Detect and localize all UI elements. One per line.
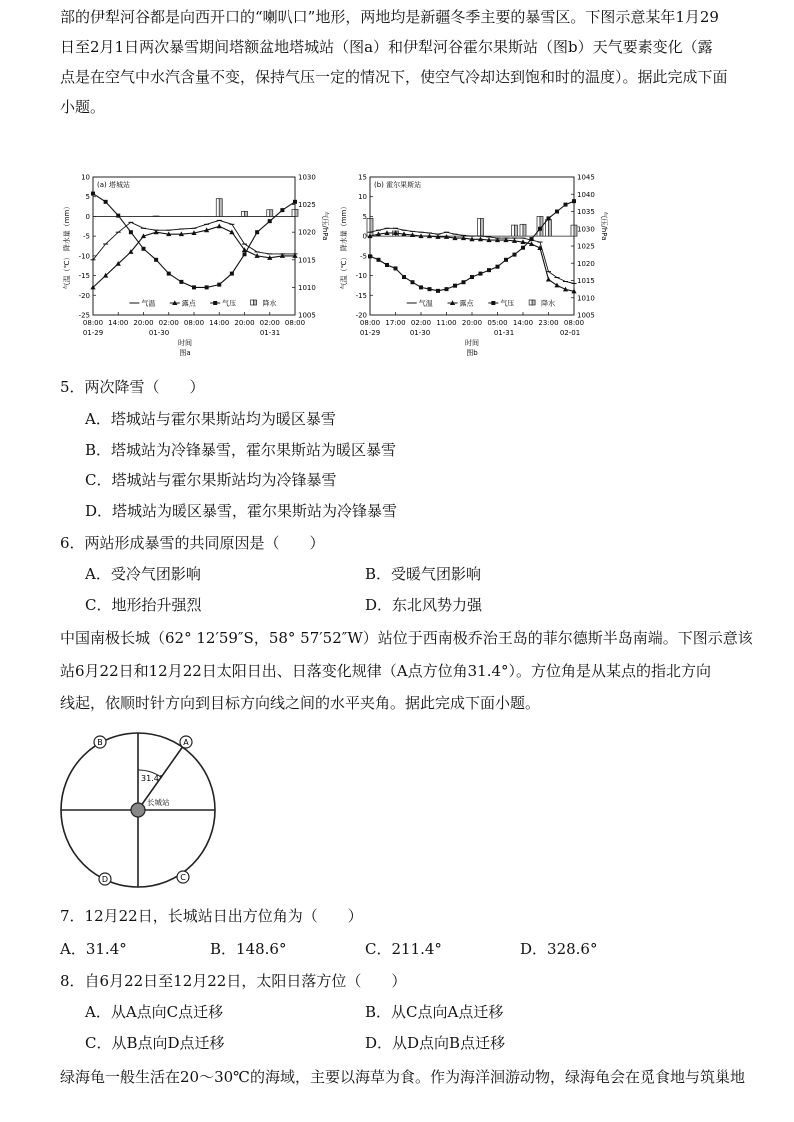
data-point	[116, 214, 120, 218]
legend-swatch	[254, 300, 257, 305]
x-tick-label: 14:00	[108, 319, 129, 327]
left-tick-label: 10	[81, 173, 90, 182]
data-point	[530, 237, 534, 241]
data-point	[293, 200, 297, 204]
data-point	[217, 223, 222, 228]
q6-option-d[interactable]: D．东北风势力强	[365, 596, 483, 614]
data-point	[280, 208, 284, 212]
right-tick-label: 1010	[298, 283, 316, 292]
data-point	[572, 199, 576, 203]
plot-frame	[93, 177, 295, 315]
left-tick-label: -5	[83, 232, 90, 241]
precip-bar	[292, 209, 298, 216]
data-point	[428, 287, 432, 291]
left-tick-label: -5	[360, 252, 367, 261]
data-point	[411, 280, 415, 284]
legend-marker	[213, 301, 217, 305]
right-tick-label: 1005	[298, 311, 316, 320]
data-point	[394, 266, 398, 270]
q7-option-d[interactable]: D．328.6°	[520, 940, 598, 958]
data-point	[419, 285, 423, 289]
intro2-line: 站6月22日和12月22日太阳日出、日落变化规律（A点方位角31.4°）。方位角是从某点的指北方向	[60, 662, 712, 680]
x-tick-label: 11:00	[436, 319, 457, 327]
figure-caption: 图a	[179, 349, 191, 357]
legend-label: 降水	[541, 299, 556, 308]
right-axis-label: 气压/hPa	[321, 211, 329, 241]
station-label: 长城站	[147, 798, 170, 807]
data-point	[554, 283, 559, 288]
left-tick-label: -15	[78, 272, 90, 281]
left-tick-label: -25	[78, 311, 90, 320]
right-tick-label: 1045	[577, 173, 595, 182]
series-line-露点	[93, 226, 295, 287]
x-axis-title: 时间	[178, 339, 192, 347]
data-point	[192, 285, 196, 289]
data-point	[453, 284, 457, 288]
panel-title: (a) 塔城站	[97, 181, 130, 189]
intro2-line: 线起，依顺时针方向到目标方向线之间的水平夹角。据此完成下面小题。	[60, 694, 541, 712]
data-point	[179, 280, 183, 284]
intro-line: 点是在空气中水汽含量不变，保持气压一定的情况下，使空气冷却达到饱和时的温度）。据此完成下面	[60, 68, 728, 86]
x-tick-label: 17:00	[385, 319, 406, 327]
precip-bar	[267, 210, 273, 217]
q5-option-d[interactable]: D．塔城站为暖区暴雪，霍尔果斯站为冷锋暴雪	[85, 502, 398, 520]
series-line-气压	[93, 194, 295, 288]
legend-label: 气温	[418, 299, 433, 308]
q7-option-c[interactable]: C．211.4°	[365, 940, 442, 958]
x-tick-label: 02:00	[158, 319, 179, 327]
q8-option-a[interactable]: A．从A点向C点迁移	[85, 1003, 224, 1021]
right-tick-label: 1015	[577, 277, 595, 285]
sun-azimuth-diagram	[55, 730, 225, 900]
x-tick-label: 08:00	[359, 319, 381, 327]
svg-text:C: C	[180, 873, 186, 882]
precip-bar	[242, 211, 248, 216]
x-axis-title: 时间	[465, 339, 479, 347]
right-tick-label: 1035	[577, 208, 595, 216]
x-tick-label: 08:00	[563, 319, 585, 327]
right-tick-label: 1010	[577, 294, 595, 303]
q8-option-c[interactable]: C．从B点向D点迁移	[85, 1034, 225, 1052]
data-point	[368, 254, 372, 258]
data-point	[504, 258, 508, 262]
data-point	[564, 203, 568, 207]
data-point	[496, 265, 500, 269]
q6-option-c[interactable]: C．地形抬升强烈	[85, 596, 202, 614]
right-tick-label: 1020	[298, 228, 316, 237]
legend-marker	[491, 301, 495, 305]
q6-option-b[interactable]: B．受暖气团影响	[365, 565, 482, 583]
x-tick-label: 08:00	[284, 319, 306, 327]
data-point	[129, 230, 133, 234]
x-tick-label: 05:00	[487, 319, 508, 327]
legend-label: 气温	[141, 299, 156, 308]
data-point	[255, 230, 259, 234]
data-point	[104, 200, 108, 204]
precip-bar	[512, 225, 518, 236]
data-point	[538, 227, 542, 231]
right-tick-label: 1040	[577, 190, 595, 199]
chart-b-horgos	[338, 165, 618, 365]
left-tick-label: -20	[78, 291, 90, 300]
data-point	[205, 285, 209, 289]
data-point	[521, 246, 525, 250]
left-tick-label: -20	[355, 311, 367, 320]
x-tick-label: 02:00	[410, 319, 432, 327]
data-point	[546, 277, 551, 282]
left-tick-label: 0	[85, 212, 90, 221]
q7-stem: 7．12月22日，长城站日出方位角为（ ）	[60, 907, 363, 925]
data-point	[555, 210, 559, 214]
data-point	[142, 247, 146, 251]
data-point	[547, 216, 551, 220]
left-tick-label: -15	[355, 291, 367, 300]
legend-swatch	[532, 300, 535, 305]
legend-label: 降水	[262, 299, 277, 308]
left-axis-label: 气温（℃） 降水量（mm）	[63, 202, 71, 290]
x-tick-label: 14:00	[209, 319, 230, 327]
point-d[interactable]	[99, 873, 111, 885]
x-tick-label: 20:00	[133, 319, 154, 327]
data-point	[462, 280, 466, 284]
data-point	[217, 283, 221, 287]
chart-a-tacheng	[55, 165, 329, 365]
q8-option-d[interactable]: D．从D点向B点迁移	[365, 1034, 506, 1052]
data-point	[470, 275, 474, 279]
right-tick-label: 1030	[298, 173, 316, 182]
panel-title: (b) 霍尔果斯站	[374, 181, 422, 189]
precip-bar	[520, 224, 526, 236]
precip-bar	[216, 199, 222, 217]
right-tick-label: 1030	[577, 225, 595, 234]
data-point	[445, 287, 449, 291]
q8-option-b[interactable]: B．从C点向A点迁移	[365, 1003, 504, 1021]
q6-option-a[interactable]: A．受冷气团影响	[85, 565, 201, 583]
data-point	[91, 192, 95, 196]
left-tick-label: 15	[358, 173, 367, 182]
left-tick-label: 10	[358, 193, 367, 202]
right-tick-label: 1015	[298, 256, 316, 265]
series-line-露点	[370, 233, 574, 291]
date-label: 01-31	[259, 329, 281, 337]
x-tick-label: 08:00	[183, 319, 205, 327]
data-point	[167, 272, 171, 276]
q5-option-a[interactable]: A．塔城站与霍尔果斯站均为暖区暴雪	[85, 410, 336, 428]
point-b[interactable]	[94, 736, 106, 748]
q8-stem: 8．自6月22日至12月22日，太阳日落方位（ ）	[60, 972, 407, 990]
right-axis-label: 气压/hPa	[600, 211, 608, 241]
date-label: 01-29	[359, 329, 381, 337]
q5-stem: 5．两次降雪（ ）	[60, 378, 205, 396]
x-tick-label: 20:00	[461, 319, 483, 327]
legend-label: 气压	[500, 299, 515, 308]
date-label: 01-31	[493, 329, 515, 337]
q7-option-a[interactable]: A．31.4°	[60, 940, 127, 958]
data-point	[487, 268, 491, 272]
left-axis-label: 气温（℃） 降水量（mm）	[340, 202, 348, 290]
q6-stem: 6．两站形成暴雪的共同原因是（ ）	[60, 534, 325, 552]
intro-line: 日至2月1日两次暴雪期间塔额盆地塔城站（图a）和伊犁河谷霍尔果斯站（图b）天气要素变化（露	[60, 38, 713, 56]
svg-text:D: D	[101, 875, 109, 884]
intro2-line: 中国南极长城（62° 12′59″S，58° 57′52″W）站位于西南极乔治王岛的菲尔德斯半岛南端。下图示意该	[60, 629, 753, 647]
precip-bar	[546, 220, 552, 237]
svg-text:B: B	[97, 738, 103, 747]
date-label: 02-01	[559, 329, 581, 337]
point-c[interactable]	[177, 871, 189, 883]
x-tick-label: 08:00	[82, 319, 104, 327]
left-tick-label: -10	[355, 272, 367, 281]
svg-text:A: A	[183, 738, 189, 747]
right-tick-label: 1025	[298, 201, 316, 210]
q5-option-b[interactable]: B．塔城站为冷锋暴雪，霍尔果斯站为暖区暴雪	[85, 441, 397, 459]
x-tick-label: 02:00	[259, 319, 280, 327]
figure-caption: 图b	[466, 349, 478, 357]
x-tick-label: 23:00	[538, 319, 559, 327]
left-tick-label: -10	[78, 252, 90, 261]
data-point	[243, 252, 247, 256]
q7-option-b[interactable]: B．148.6°	[210, 940, 287, 958]
data-point	[230, 272, 234, 276]
right-tick-label: 1025	[577, 242, 595, 251]
legend-label: 露点	[459, 299, 474, 308]
intro3-line: 绿海龟一般生活在20～30℃的海域，主要以海草为食。作为海洋洄游动物，绿海龟会在觅食地与筑巢地	[60, 1068, 745, 1086]
intro-line: 小题。	[60, 98, 106, 116]
station-dot	[131, 803, 145, 817]
data-point	[385, 263, 389, 267]
precip-bar	[478, 218, 484, 236]
data-point	[513, 253, 517, 257]
date-label: 01-30	[409, 329, 431, 337]
date-label: 01-29	[82, 329, 104, 337]
data-point	[268, 219, 272, 223]
data-point	[436, 289, 440, 293]
q5-option-c[interactable]: C．塔城站与霍尔果斯站均为冷锋暴雪	[85, 471, 337, 489]
plot-frame	[370, 177, 574, 315]
data-point	[154, 258, 158, 262]
point-a[interactable]	[180, 736, 192, 748]
intro-line: 部的伊犁河谷都是向西开口的“喇叭口”地形，两地均是新疆冬季主要的暴雪区。下图示意某年1月29	[60, 8, 719, 26]
right-tick-label: 1005	[577, 311, 595, 320]
data-point	[402, 275, 406, 279]
data-point	[377, 258, 381, 262]
legend-swatch	[529, 300, 532, 305]
legend-swatch	[251, 300, 254, 305]
angle-label: 31.4°	[141, 774, 163, 783]
data-point	[479, 272, 483, 276]
right-tick-label: 1020	[577, 259, 595, 268]
precip-bar	[571, 225, 577, 236]
x-tick-label: 14:00	[512, 319, 534, 327]
date-label: 01-30	[148, 329, 170, 337]
left-tick-label: 5	[362, 212, 367, 221]
left-tick-label: 0	[362, 232, 367, 241]
left-tick-label: 5	[85, 193, 90, 202]
legend-label: 露点	[181, 299, 196, 308]
legend-label: 气压	[222, 299, 237, 308]
x-tick-label: 20:00	[234, 319, 255, 327]
